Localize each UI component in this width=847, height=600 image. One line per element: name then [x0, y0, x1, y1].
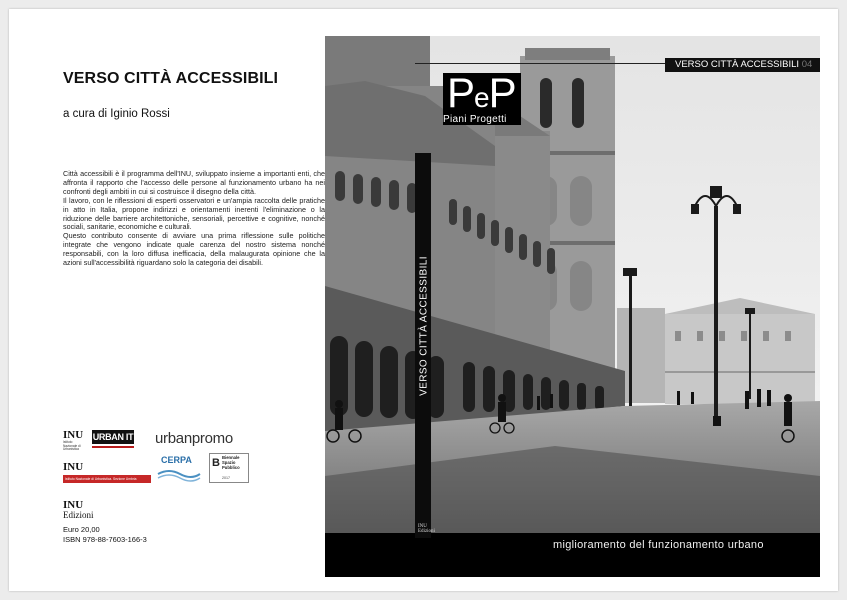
back-cover-description — [63, 170, 325, 268]
urbanpromo-logo: urbanpromo — [155, 430, 233, 447]
urbanit-logo: URBAN IT — [92, 430, 134, 448]
biennale-spazio-pubblico-logo: B Biennale Spazio Pubblico 2017 — [209, 453, 249, 483]
price-isbn — [63, 525, 147, 545]
editor-credit: a cura di Iginio Rossi — [63, 108, 170, 120]
description-paragraph: Città accessibili è il programma dell'INU, sviluppato insieme a importanti enti, che affronta il rapporto che l'accesso delle persone al funzionamento urbano ha nei confronti degli ambiti in cui si costruisce il disegno della città. — [63, 169, 325, 196]
series-title: VERSO CITTÀ ACCESSIBILI — [675, 59, 800, 70]
pep-subtitle: Piani Progetti — [443, 114, 507, 125]
series-label — [665, 58, 820, 72]
spine-title: VERSO CITTÀ ACCESSIBILI — [418, 256, 430, 396]
inu-edizioni-logo: INU Edizioni — [63, 499, 94, 520]
cover-tagline: miglioramento del funzionamento urbano — [553, 539, 764, 551]
cover-photo-ferrara-piazza — [325, 36, 820, 533]
front-cover — [325, 36, 820, 577]
back-cover-title: VERSO CITTÀ ACCESSIBILI — [63, 70, 279, 87]
cerpa-logo: CERPA — [155, 453, 201, 483]
description-paragraph: Il lavoro, con le riflessioni di esperti osservatori e un'ampia raccolta delle pratiche in atto in Italia, propone indirizzi e orientamenti inerenti l'eliminazione o la riduzione delle barriere architettoniche, sensoriali, percettive e cognitive, nonché sociali, sanitarie, economiche e culturali. — [63, 195, 325, 232]
description-paragraph: Questo contributo consente di avviare una prima riflessione sulle politiche integrate che vengono indicate quale carenza del nostro sistema nonché responsabili, con la loro diffusa inefficacia, della malaugurata opinione che la azioni sull'accessibilità riguardano solo la categoria dei disabili. — [63, 231, 325, 268]
pep-logo: PeP — [443, 73, 521, 125]
inu-umbria-logo: INU Istituto Nazionale di Urbanistica. Sezione Umbria — [63, 462, 151, 483]
spine-publisher-logo: INU Edizioni — [418, 524, 435, 534]
inu-logo: INU Istituto Nazionale di Urbanistica — [63, 429, 84, 452]
series-number: 04 — [801, 59, 813, 70]
series-rule — [415, 63, 665, 64]
isbn: ISBN 978-88-7603-166-3 — [63, 535, 147, 544]
price: Euro 20,00 — [63, 525, 100, 534]
